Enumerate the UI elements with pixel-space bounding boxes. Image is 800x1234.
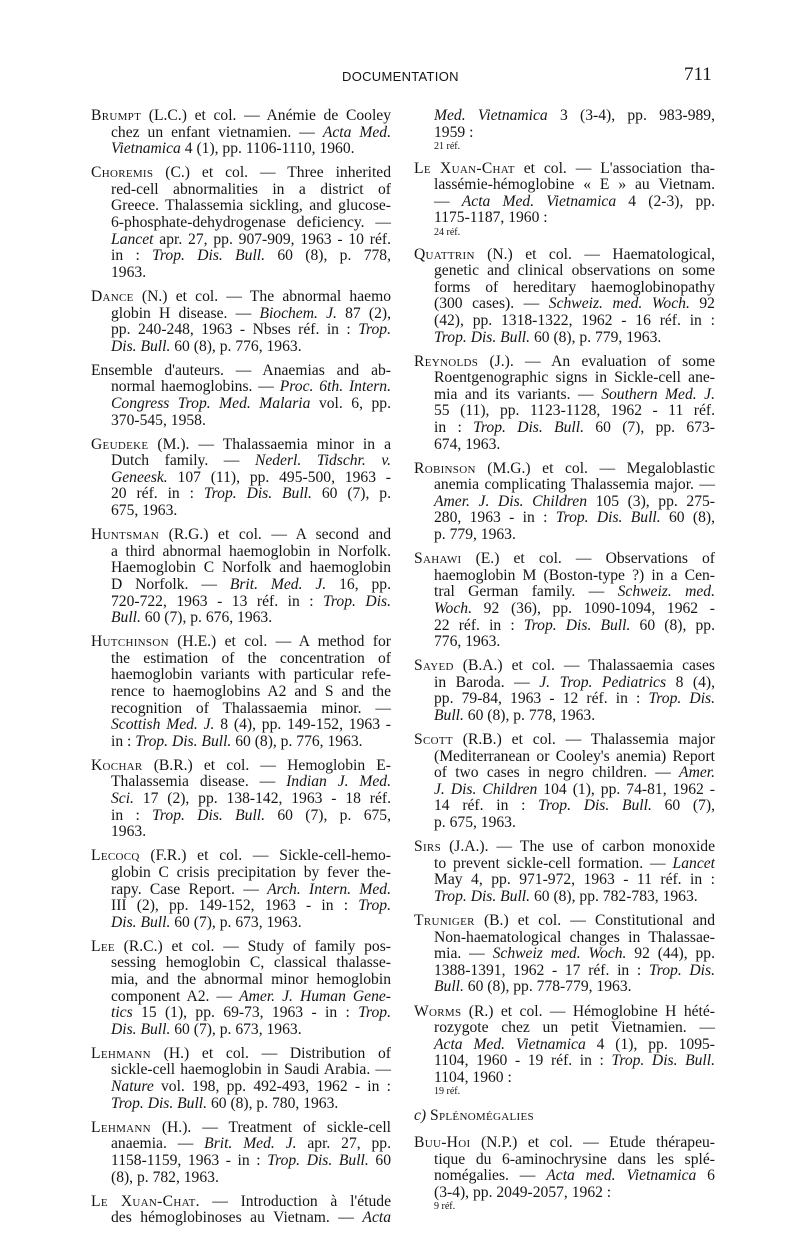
entry-author: Le Xuan-Chat: [91, 1192, 196, 1210]
entry-author: Lecocq: [91, 847, 140, 865]
section-letter: c): [414, 1107, 431, 1125]
entry-author: Dance: [91, 287, 134, 305]
entry-author: Robinson: [414, 459, 476, 477]
left-column: [91, 108, 391, 1234]
page-number: 711: [684, 64, 712, 85]
entry-author: Buu-Hoi: [414, 1134, 471, 1152]
bibliography-entry: Sahawi (E.) et col. — Observations of haemoglobin M (Boston-type ?) in a Cen- tral German family. — Schweiz. med. Woch. 92 (36), pp. 1090-1094, 1962 - 22 réf. in : Trop. Dis. Bull. 60 (8), pp. 776, 1963.: [414, 550, 715, 651]
running-title: DOCUMENTATION: [342, 69, 459, 84]
bibliography-entry: Brumpt (L.C.) et col. — Anémie de Cooley chez un enfant vietnamien. — Acta Med. Vietnamica 4 (1), pp. 1106-1110, 1960.: [91, 107, 391, 158]
bibliography-entry: Scott (R.B.) et col. — Thalassemia major (Mediterranean or Cooley's anemia) Report of two cases in negro children. — Amer. J. Dis. Children 104 (1), pp. 74-81, 1962 - 14 réf. in : Trop. Dis. Bull. 60 (7), p. 675, 1963.: [414, 731, 715, 832]
bibliography-entry: Reynolds (J.). — An evaluation of some Roentgenographic signs in Sickle-cell ane- mia and its variants. — Southern Med. J. 55 (11), pp. 1123-1128, 1962 - 11 réf. in : Trop. Dis. Bull. 60 (7), pp. 673- 674, 1963.: [414, 352, 715, 453]
entry-author: Quattrin: [414, 245, 475, 263]
entry-author: Worms: [414, 1002, 462, 1020]
entry-author: Hutchinson: [91, 633, 169, 651]
bibliography-entry: Choremis (C.) et col. — Three inherited red-cell abnormalities in a district of Greece. Thalassemia sickling, and glucose- 6-phosphate-dehydrogenase deficiency. — Lancet apr. 27, pp. 907-909, 1963 - 10 réf. in : Trop. Dis. Bull. 60 (8), p. 778, 1963.: [91, 164, 391, 281]
bibliography-entry: Kochar (B.R.) et col. — Hemoglobin E- Thalassemia disease. — Indian J. Med. Sci. 17 (2), pp. 138-142, 1963 - 18 réf. in : Trop. Dis. Bull. 60 (7), p. 675, 1963.: [91, 756, 392, 841]
bibliography-entry: Quattrin (N.) et col. — Haematological, genetic and clinical observations on some forms of hereditary haemoglobinopathy (300 cases). — Schweiz. med. Woch. 92 (42), pp. 1318-1322, 1962 - 16 réf. in : Trop. Dis. Bull. 60 (8), p. 779, 1963.: [414, 245, 715, 346]
bibliography-entry: Dance (N.) et col. — The abnormal haemo globin H disease. — Biochem. J. 87 (2), pp. 240-248, 1963 - Nbses réf. in : Trop. Dis. Bull. 60 (8), p. 776, 1963.: [91, 287, 391, 355]
entry-author: Geudeke: [91, 435, 149, 453]
entry-author: Lee: [91, 937, 115, 955]
bibliography-entry: Hutchinson (H.E.) et col. — A method for the estimation of the concentration of haemoglobin variants with particular refe- rence to haemoglobins A2 and S and the recognition of Thalassaemia minor. — Scottish Med. J. 8 (4), pp. 149-152, 1963 - in : Trop. Dis. Bull. 60 (8), p. 776, 1963.: [91, 633, 391, 750]
bibliography-entry: Robinson (M.G.) et col. — Megaloblastic anemia complicating Thalassemia major. — Amer. J. Dis. Children 105 (3), pp. 275- 280, 1963 - in : Trop. Dis. Bull. 60 (8), p. 779, 1963.: [414, 459, 715, 544]
bibliography-entry: Le Xuan-Chat et col. — L'association tha- lassémie-hémoglobine « E » au Vietnam. — Acta Med. Vietnamica 4 (2-3), pp. 1175-1187, 1960 : 24 réf.: [414, 159, 715, 239]
bibliography-entry: Sirs (J.A.). — The use of carbon monoxide to prevent sickle-cell formation. — Lancet May 4, pp. 971-972, 1963 - 11 réf. in : Trop. Dis. Bull. 60 (8), pp. 782-783, 1963.: [414, 838, 715, 905]
bibliography-entry: Sayed (B.A.) et col. — Thalassaemia cases in Baroda. — J. Trop. Pediatrics 8 (4), pp. 79-84, 1963 - 12 réf. in : Trop. Dis. Bull. 60 (8), p. 778, 1963.: [414, 657, 715, 724]
entry-author: Lehmann: [91, 1118, 151, 1136]
entry-author: Kochar: [91, 756, 143, 774]
bibliography-entry-continued: Med. Vietnamica 3 (3-4), pp. 983-989, 1959 : 21 réf.: [434, 107, 715, 153]
bibliography-entry: Lehmann (H.) et col. — Distribution of sickle-cell haemoglobin in Saudi Arabia. — Nature vol. 198, pp. 492-493, 1962 - in : Trop. Dis. Bull. 60 (8), p. 780, 1963.: [91, 1044, 391, 1112]
bibliography-entry: Buu-Hoi (N.P.) et col. — Etude thérapeu- tique du 6-aminochrysine dans les splé- nomégalies. — Acta med. Vietnamica 6 (3-4), pp. 2049-2057, 1962 : 9 réf.: [414, 1134, 715, 1213]
bibliography-entry: Lecocq (F.R.) et col. — Sickle-cell-hemo- globin C crisis precipitation by fever the- rapy. Case Report. — Arch. Intern. Med. III (2), pp. 149-152, 1963 - in : Trop. Dis. Bull. 60 (7), p. 673, 1963.: [91, 847, 391, 931]
entry-author: Lehmann: [91, 1044, 151, 1062]
entry-author: Scott: [414, 731, 453, 749]
bibliography-entry: Worms (R.) et col. — Hémoglobine H hété- rozygote chez un petit Vietnamien. — Acta Med. Vietnamica 4 (1), pp. 1095- 1104, 1960 - 19 réf. in : Trop. Dis. Bull. 1104, 1960 : 19 réf.: [414, 1002, 716, 1098]
entry-author: Le Xuan-Chat: [414, 159, 515, 177]
bibliography-entry: Truniger (B.) et col. — Constitutional and Non-haematological changes in Thalassae- mia. — Schweiz med. Woch. 92 (44), pp. 1388-1391, 1962 - 17 réf. in : Trop. Dis. Bull. 60 (8), pp. 778-779, 1963.: [414, 912, 715, 996]
bibliography-entry: Huntsman (R.G.) et col. — A second and a third abnormal haemoglobin in Norfolk. Haemoglobin C Norfolk and haemoglobin D Norfolk. — Brit. Med. J. 16, pp. 720-722, 1963 - 13 réf. in : Trop. Dis. Bull. 60 (7), p. 676, 1963.: [91, 526, 391, 627]
page-header: [0, 64, 800, 88]
bibliography-entry: Ensemble d'auteurs. — Anaemias and ab- normal haemoglobins. — Proc. 6th. Intern. Congress Trop. Med. Malaria vol. 6, pp. 370-545, 1958.: [91, 361, 391, 429]
entry-author: Reynolds: [414, 352, 479, 370]
entry-author: Sirs: [414, 838, 441, 856]
entry-author: Brumpt: [91, 107, 142, 124]
entry-author: Truniger: [414, 912, 475, 930]
entry-author: Sahawi: [414, 550, 462, 568]
bibliography-entry: Le Xuan-Chat. — Introduction à l'étude des hémoglobinoses au Vietnam. — Acta: [91, 1192, 391, 1227]
right-column: [414, 108, 715, 1221]
section-heading: [414, 1108, 715, 1125]
entry-author: Huntsman: [91, 526, 160, 544]
bibliography-entry: Lehmann (H.). — Treatment of sickle-cell anaemia. — Brit. Med. J. apr. 27, pp. 1158-1159, 1963 - in : Trop. Dis. Bull. 60 (8), p. 782, 1963.: [91, 1118, 391, 1186]
bibliography-entry: Lee (R.C.) et col. — Study of family pos- sessing hemoglobin C, classical thalasse- mia, and the abnormal minor hemoglobin component A2. — Amer. J. Human Gene- tics 15 (1), pp. 69-73, 1963 - in : Trop. Dis. Bull. 60 (7), p. 673, 1963.: [91, 937, 391, 1038]
bibliography-entry: Geudeke (M.). — Thalassaemia minor in a Dutch family. — Nederl. Tidschr. v. Geneesk. 107 (11), pp. 495-500, 1963 - 20 réf. in : Trop. Dis. Bull. 60 (7), p. 675, 1963.: [91, 435, 391, 520]
entry-author: Sayed: [414, 657, 454, 675]
section-title: Splénomégalies: [430, 1107, 534, 1125]
entry-author: Choremis: [91, 164, 154, 182]
